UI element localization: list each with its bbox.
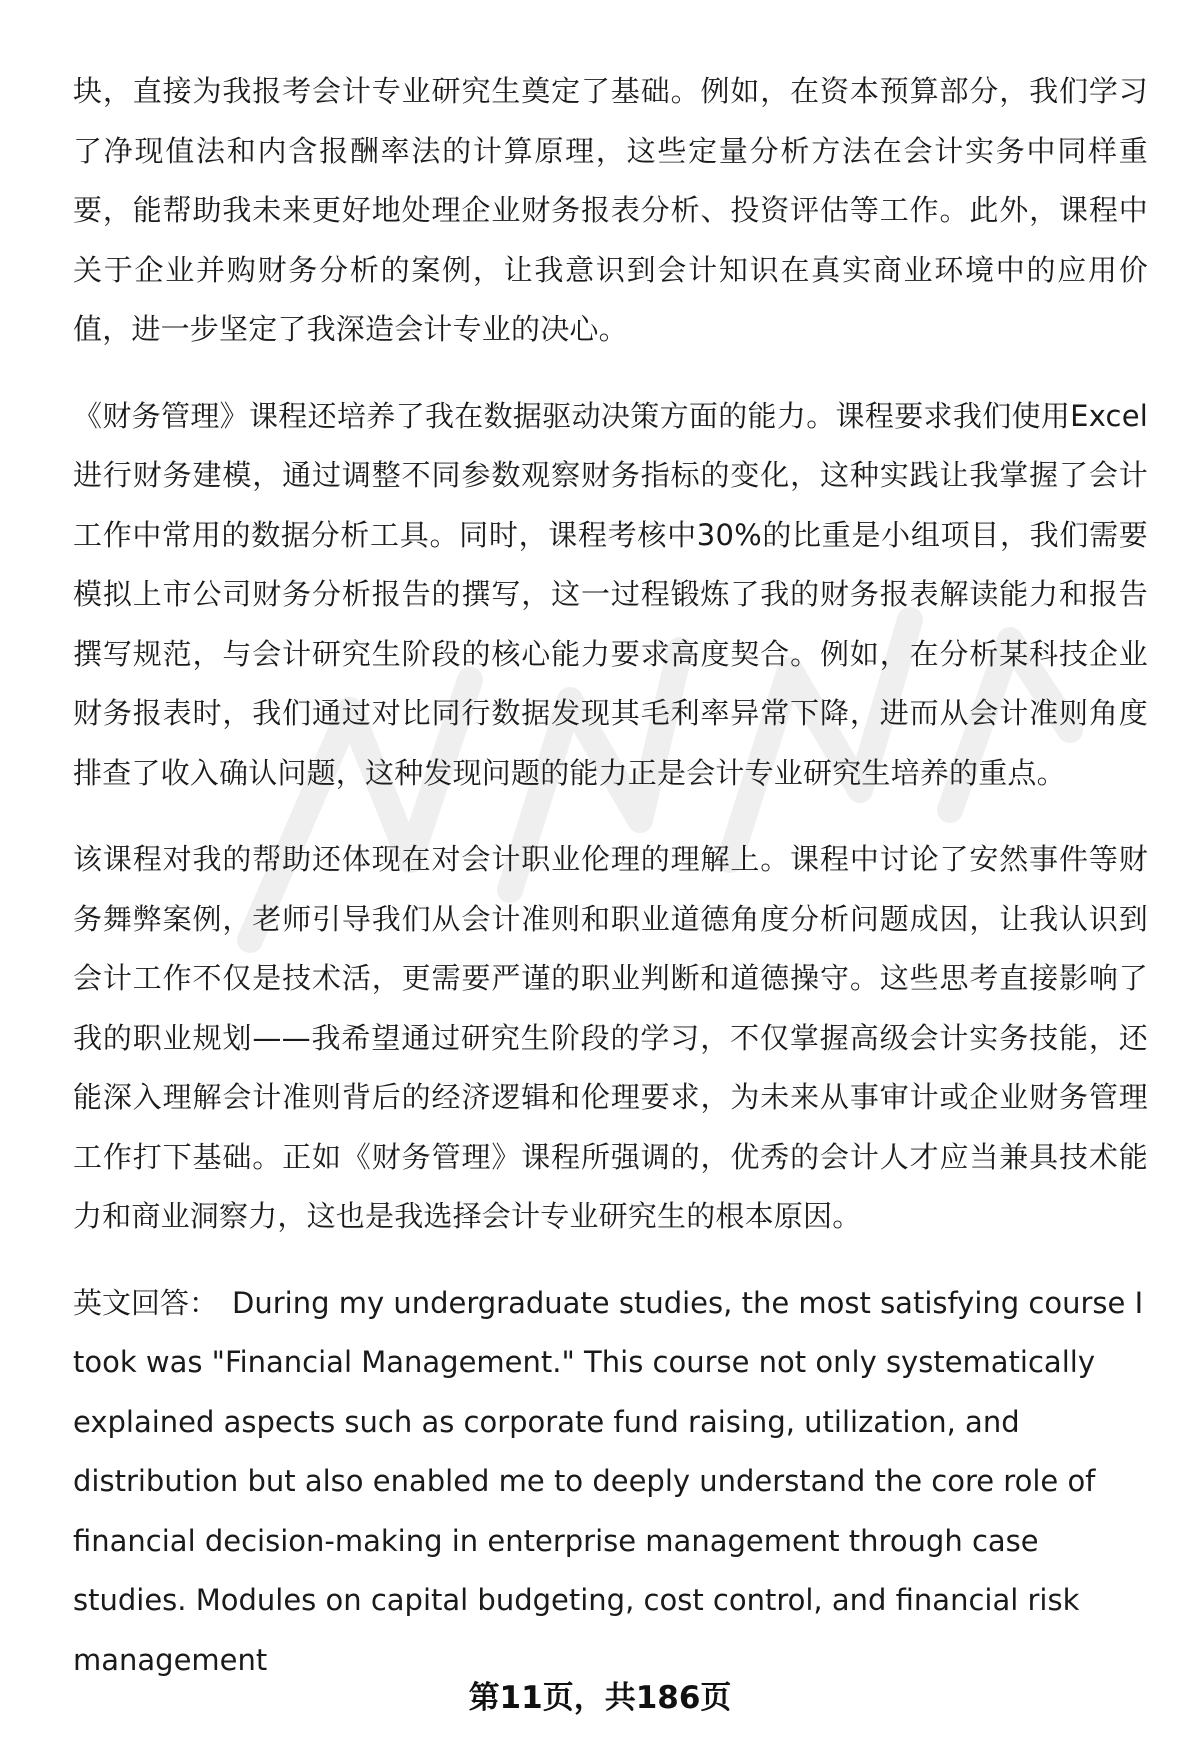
paragraph: 块，直接为我报考会计专业研究生奠定了基础。例如，在资本预算部分，我们学习了净现值法和内含报酬率法的计算原理，这些定量分析方法在会计实务中同样重要，能帮助我未来更好地处理企业财务报表分析、投资评估等工作。此外，课程中关于企业并购财务分析的案例，让我意识到会计知识在真实商业环境中的应用价值，进一步坚定了我深造会计专业的决心。 (73, 74, 1148, 346)
english-answer-text: During my undergraduate studies, the most satisfying course I took was "Financial Management." This course not only systematically explained aspects such as corporate fund raising, utilization, and distribution but also enabled me to deeply understand the core role of financial decision-making in enterprise management through case studies. Modules on capital budgeting, cost control, and financial risk management (73, 1285, 1144, 1677)
english-answer-paragraph (73, 1274, 1148, 1691)
paragraph: 《财务管理》课程还培养了我在数据驱动决策方面的能力。课程要求我们使用Excel进行财务建模，通过调整不同参数观察财务指标的变化，这种实践让我掌握了会计工作中常用的数据分析工具。同时，课程考核中30%的比重是小组项目，我们需要模拟上市公司财务分析报告的撰写，这一过程锻炼了我的财务报表解读能力和报告撰写规范，与会计研究生阶段的核心能力要求高度契合。例如，在分析某科技企业财务报表时，我们通过对比同行数据发现其毛利率异常下降，进而从会计准则角度排查了收入确认问题，这种发现问题的能力正是会计专业研究生培养的重点。 (73, 398, 1148, 790)
english-answer-label: 英文回答： (73, 1285, 219, 1320)
document-body (73, 62, 1148, 1717)
page-number-footer: 第11页，共186页 (468, 1680, 732, 1716)
paragraph: 该课程对我的帮助还体现在对会计职业伦理的理解上。课程中讨论了安然事件等财务舞弊案例，老师引导我们从会计准则和职业道德角度分析问题成因，让我认识到会计工作不仅是技术活，更需要严谨的职业判断和道德操守。这些思考直接影响了我的职业规划——我希望通过研究生阶段的学习，不仅掌握高级会计实务技能，还能深入理解会计准则背后的经济逻辑和伦理要求，为未来从事审计或企业财务管理工作打下基础。正如《财务管理》课程所强调的，优秀的会计人才应当兼具技术能力和商业洞察力，这也是我选择会计专业研究生的根本原因。 (73, 842, 1148, 1233)
